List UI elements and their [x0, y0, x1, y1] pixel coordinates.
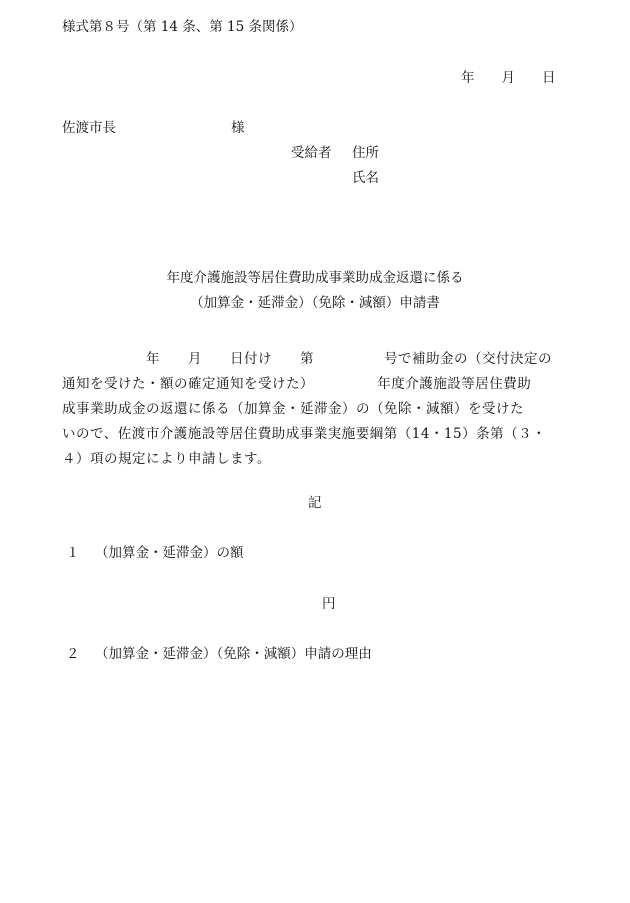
item-label: （加算金・延滞金）（免除・減額）申請の理由	[95, 646, 372, 662]
item-number: ２	[66, 646, 80, 662]
body-line: 通知を受けた・額の確定通知を受けた） 年度介護施設等居住費助	[62, 376, 532, 392]
body-line: 年 月 日付け 第 号で補助金の（交付決定の	[62, 351, 552, 367]
body-line: いので、佐渡市介護施設等居住費助成事業実施要綱第（14・15）条第（３・	[62, 426, 547, 442]
item-number: １	[66, 545, 80, 561]
addressee-honorific: 様	[231, 120, 245, 136]
document-title-line2: （加算金・延滞金）（免除・減額）申請書	[190, 295, 440, 311]
amount-unit: 円	[322, 596, 336, 612]
date-line: 年 月 日	[461, 70, 556, 86]
document-title-line1: 年度介護施設等居住費助成事業助成金返還に係る	[166, 270, 464, 286]
form-number: 様式第８号（第 14 条、第 15 条関係）	[62, 19, 303, 35]
applicant-name-label: 氏名	[352, 170, 379, 186]
body-line: ４）項の規定により申請します。	[62, 451, 271, 467]
applicant-role: 受給者	[291, 145, 332, 161]
item-label: （加算金・延滞金）の額	[95, 545, 244, 561]
addressee-title: 佐渡市長	[62, 120, 116, 136]
ki-heading: 記	[308, 495, 322, 511]
body-line: 成事業助成金の返還に係る（加算金・延滞金）の（免除・減額）を受けた	[62, 401, 524, 417]
applicant-address-label: 住所	[352, 145, 379, 161]
